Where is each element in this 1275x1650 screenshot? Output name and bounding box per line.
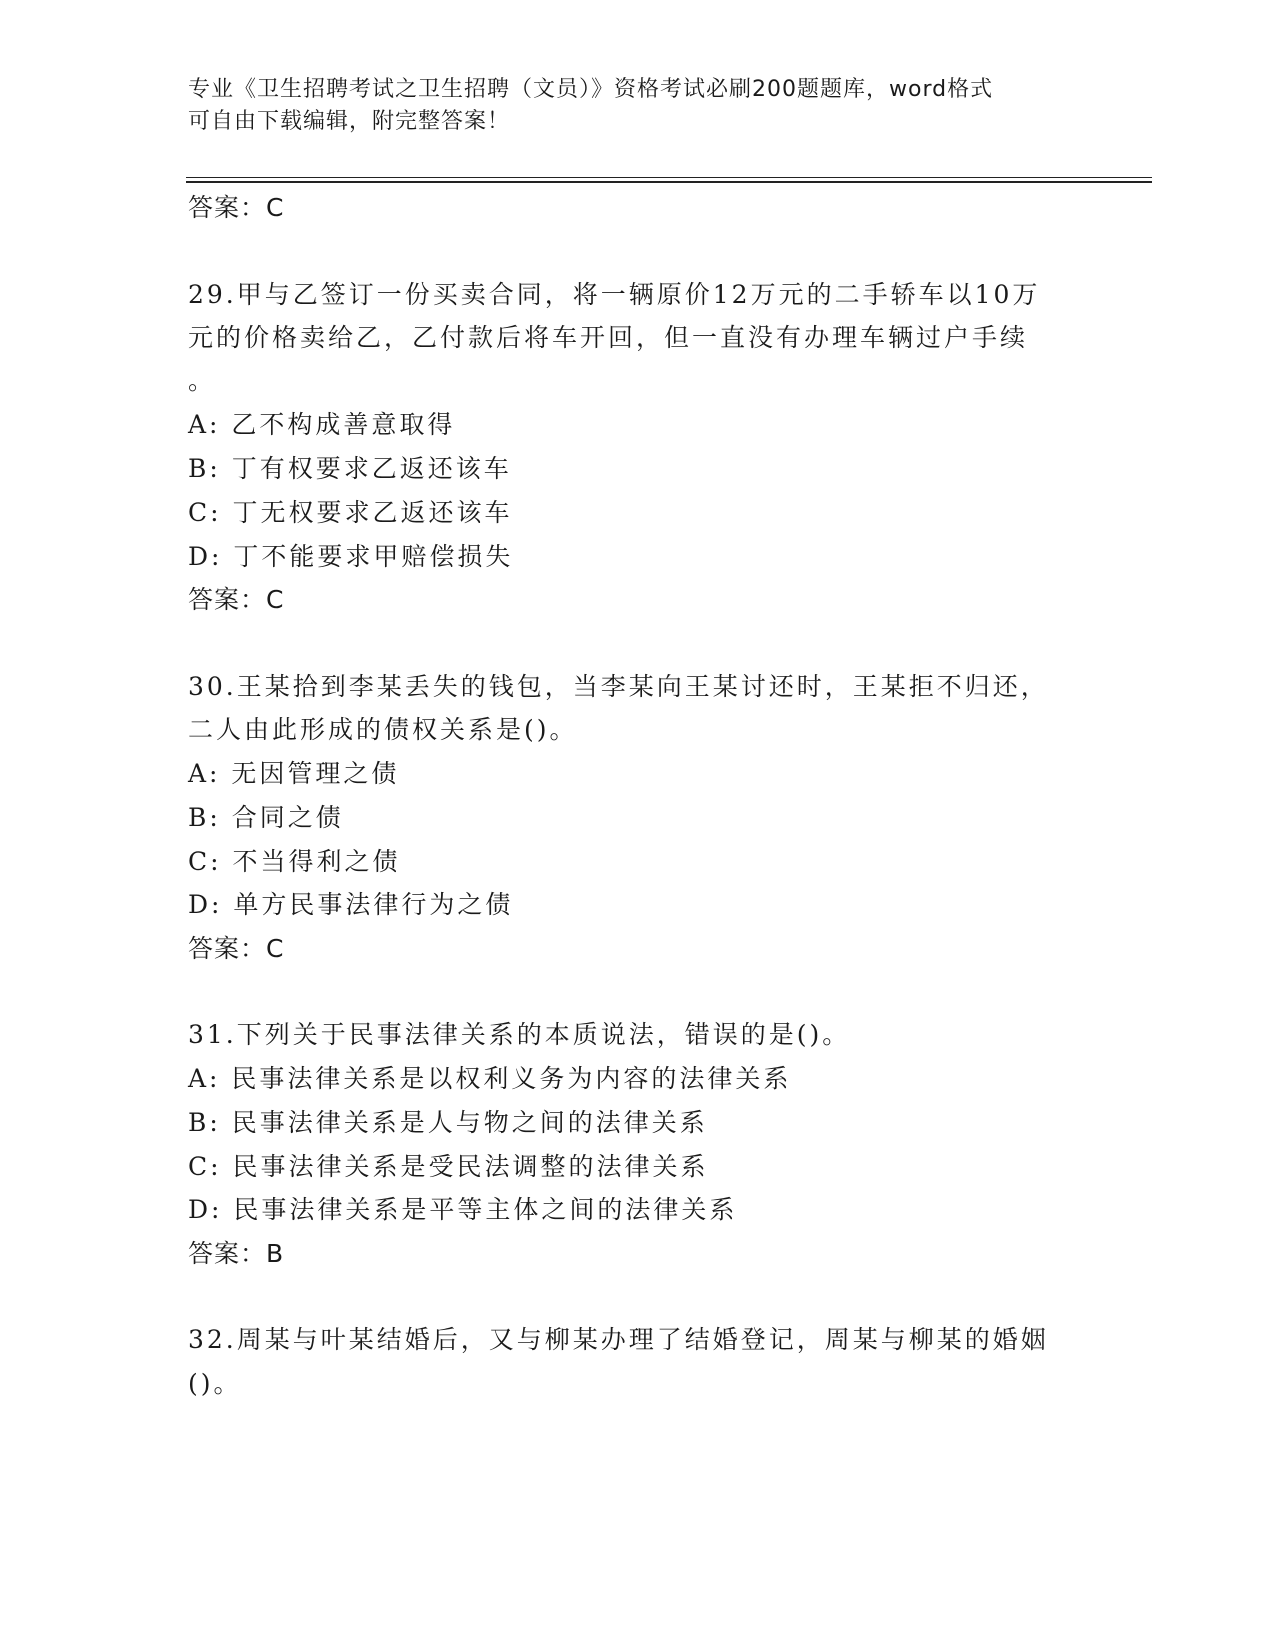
question-30-option-d: D: 单方民事法律行为之债 [188, 890, 514, 919]
answer-previous: 答案：C [188, 193, 285, 222]
question-29-stem-line-1: 29.甲与乙签订一份买卖合同，将一辆原价12万元的二手轿车以10万 [188, 280, 1041, 309]
header-divider-thin [186, 177, 1152, 178]
question-29-stem-line-3: 。 [188, 366, 217, 395]
question-30-option-c: C: 不当得利之债 [188, 847, 401, 876]
question-30-answer: 答案：C [188, 934, 285, 963]
question-31-option-d: D: 民事法律关系是平等主体之间的法律关系 [188, 1195, 738, 1224]
question-29-option-c: C: 丁无权要求乙返还该车 [188, 498, 513, 527]
question-29-option-b: B: 丁有权要求乙返还该车 [188, 454, 512, 483]
question-32-stem-line-1: 32.周某与叶某结婚后，又与柳某办理了结婚登记，周某与柳某的婚姻 [188, 1325, 1049, 1354]
question-32-stem-line-2: ()。 [188, 1369, 242, 1398]
header-line-1: 专业《卫生招聘考试之卫生招聘（文员）》资格考试必刷200题题库，word格式 [188, 77, 994, 102]
question-29-option-d: D: 丁不能要求甲赔偿损失 [188, 542, 514, 571]
question-31-option-c: C: 民事法律关系是受民法调整的法律关系 [188, 1152, 709, 1181]
question-30-stem-line-1: 30.王某拾到李某丢失的钱包，当李某向王某讨还时，王某拒不归还， [188, 672, 1049, 701]
question-31-answer: 答案：B [188, 1239, 285, 1268]
question-30-option-b: B: 合同之债 [188, 803, 344, 832]
question-31-option-a: A: 民事法律关系是以权利义务为内容的法律关系 [188, 1064, 792, 1093]
question-29-answer: 答案：C [188, 585, 285, 614]
question-29-stem-line-2: 元的价格卖给乙，乙付款后将车开回，但一直没有办理车辆过户手续 [188, 323, 1029, 352]
header-divider-thick [186, 181, 1152, 183]
question-31-option-b: B: 民事法律关系是人与物之间的法律关系 [188, 1108, 708, 1137]
question-30-stem-line-2: 二人由此形成的债权关系是()。 [188, 715, 578, 744]
question-29-option-a: A: 乙不构成善意取得 [188, 410, 456, 439]
document-header [188, 74, 1088, 138]
question-31-stem-line-1: 31.下列关于民事法律关系的本质说法，错误的是()。 [188, 1020, 851, 1049]
question-30-option-a: A: 无因管理之债 [188, 759, 400, 788]
header-line-2: 可自由下载编辑，附完整答案！ [188, 109, 511, 134]
